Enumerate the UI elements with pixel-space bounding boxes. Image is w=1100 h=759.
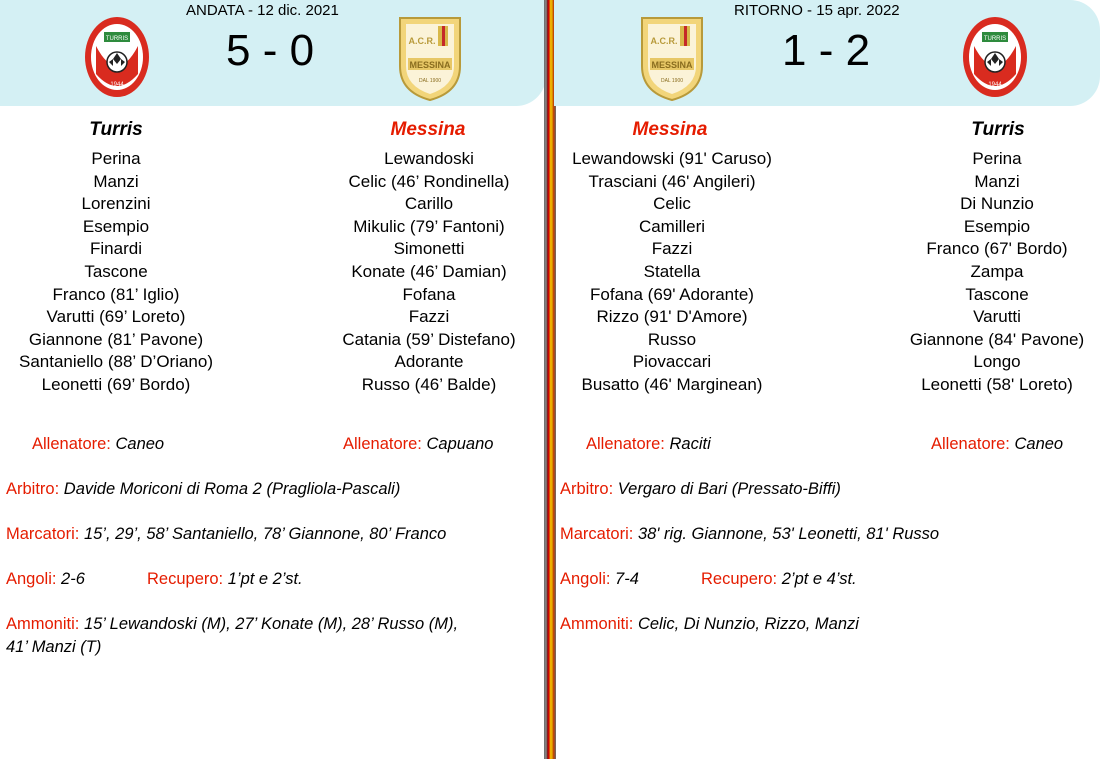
ritorno-corners: Angoli: 7-4 (560, 570, 639, 588)
player: Fofana (69' Adorante) (590, 284, 754, 304)
turris-crest-icon (84, 16, 150, 98)
messina-crest-icon (640, 16, 704, 102)
player: Trasciani (46' Angileri) (588, 171, 756, 191)
player: Franco (67' Bordo) (926, 239, 1068, 259)
ritorno-date: RITORNO - 15 apr. 2022 (734, 2, 900, 19)
player: Giannone (84' Pavone) (909, 329, 1085, 349)
svg-text:A.C.R.: A.C.R. (650, 36, 678, 46)
player: Longo (973, 352, 1021, 372)
player: Mikulic (79’ Fantoni) (353, 216, 505, 236)
andata-referee: Arbitro: Davide Moriconi di Roma 2 (Pragliola-Pascali) (6, 480, 401, 498)
messina-crest-icon (398, 16, 462, 102)
player: Lewandoski (384, 149, 474, 168)
player: Busatto (46' Marginean) (581, 374, 763, 394)
player: Celic (46’ Rondinella) (348, 171, 510, 191)
ritorno-scorers: Marcatori: 38' rig. Giannone, 53' Leonetti, 81' Russo (560, 525, 940, 543)
svg-text:A.C.R.: A.C.R. (408, 36, 436, 46)
player: Lewandowski (91' Caruso) (572, 149, 772, 168)
player: Celic (653, 194, 691, 214)
ritorno-away-coach: Allenatore: Caneo (931, 435, 1064, 453)
player: Fazzi (651, 239, 693, 259)
player: Perina (972, 149, 1022, 168)
ritorno-home-coach: Allenatore: Raciti (586, 435, 711, 453)
player: Camilleri (638, 216, 706, 236)
player: Russo (46’ Balde) (361, 374, 497, 394)
player: Tascone (84, 261, 148, 281)
player: Piovaccari (632, 352, 712, 372)
svg-text:1944: 1944 (110, 82, 124, 88)
ritorno-score: 1 - 2 (782, 26, 871, 75)
svg-text:MESSINA: MESSINA (409, 60, 451, 70)
player: Finardi (90, 239, 142, 259)
player: Fofana (402, 284, 456, 304)
player: Statella (643, 261, 701, 281)
player: Leonetti (58' Loreto) (921, 374, 1073, 394)
andata-home-team: Turris (89, 119, 143, 140)
player: Di Nunzio (960, 194, 1034, 214)
ritorno-bookings: Ammoniti: Celic, Di Nunzio, Rizzo, Manzi (560, 615, 859, 633)
andata-bookings-cont: 41’ Manzi (T) (6, 638, 102, 656)
svg-text:DAL 1900: DAL 1900 (418, 78, 442, 84)
player: Manzi (93, 171, 139, 191)
player: Konate (46’ Damian) (351, 261, 507, 281)
ritorno-referee: Arbitro: Vergaro di Bari (Pressato-Biffi) (560, 480, 841, 498)
player: Franco (81’ Iglio) (52, 284, 180, 304)
player: Rizzo (91' D'Amore) (596, 307, 748, 327)
player: Carillo (404, 194, 454, 214)
turris-crest-icon (962, 16, 1028, 98)
svg-text:MESSINA: MESSINA (651, 60, 693, 70)
andata-score: 5 - 0 (226, 26, 315, 75)
player: Esempio (82, 216, 150, 236)
player: Esempio (963, 216, 1031, 236)
player: Catania (59’ Distefano) (342, 329, 516, 349)
player: Santaniello (88’ D’Oriano) (18, 352, 214, 372)
player: Simonetti (393, 239, 465, 259)
player: Varutti (973, 307, 1021, 327)
andata-away-team: Messina (390, 119, 466, 140)
player: Manzi (974, 171, 1020, 191)
ritorno-away-team: Turris (971, 119, 1025, 140)
ritorno-recovery: Recupero: 2’pt e 4’st. (701, 570, 857, 588)
ritorno-home-lineup (558, 148, 786, 397)
player: Leonetti (69’ Bordo) (41, 374, 191, 394)
andata-away-coach: Allenatore: Capuano (343, 435, 494, 453)
svg-text:1944: 1944 (988, 82, 1002, 88)
andata-header (0, 0, 546, 106)
andata-home-coach: Allenatore: Caneo (32, 435, 165, 453)
andata-date: ANDATA - 12 dic. 2021 (186, 2, 339, 19)
andata-section (0, 0, 546, 759)
ritorno-header (554, 0, 1100, 106)
ritorno-away-lineup (896, 148, 1098, 397)
andata-recovery: Recupero: 1’pt e 2’st. (147, 570, 303, 588)
player: Varutti (69’ Loreto) (46, 307, 186, 327)
player: Russo (647, 329, 697, 349)
ritorno-home-team: Messina (632, 119, 708, 140)
andata-home-lineup (0, 148, 232, 397)
player: Tascone (965, 284, 1029, 304)
andata-bookings: Ammoniti: 15’ Lewandoski (M), 27’ Konate (M), 28’ Russo (M), (6, 615, 459, 633)
player: Lorenzini (81, 194, 151, 214)
player: Adorante (394, 352, 464, 372)
andata-away-lineup (326, 148, 532, 397)
andata-scorers: Marcatori: 15’, 29’, 58’ Santaniello, 78’ Giannone, 80’ Franco (6, 525, 447, 543)
player: Fazzi (408, 307, 450, 327)
svg-text:TURRIS: TURRIS (983, 36, 1007, 42)
player: Perina (91, 149, 141, 168)
svg-text:DAL 1900: DAL 1900 (660, 78, 684, 84)
svg-text:TURRIS: TURRIS (105, 36, 129, 42)
player: Zampa (970, 261, 1024, 281)
ritorno-section (554, 0, 1100, 759)
andata-corners: Angoli: 2-6 (6, 570, 85, 588)
player: Giannone (81’ Pavone) (28, 329, 204, 349)
